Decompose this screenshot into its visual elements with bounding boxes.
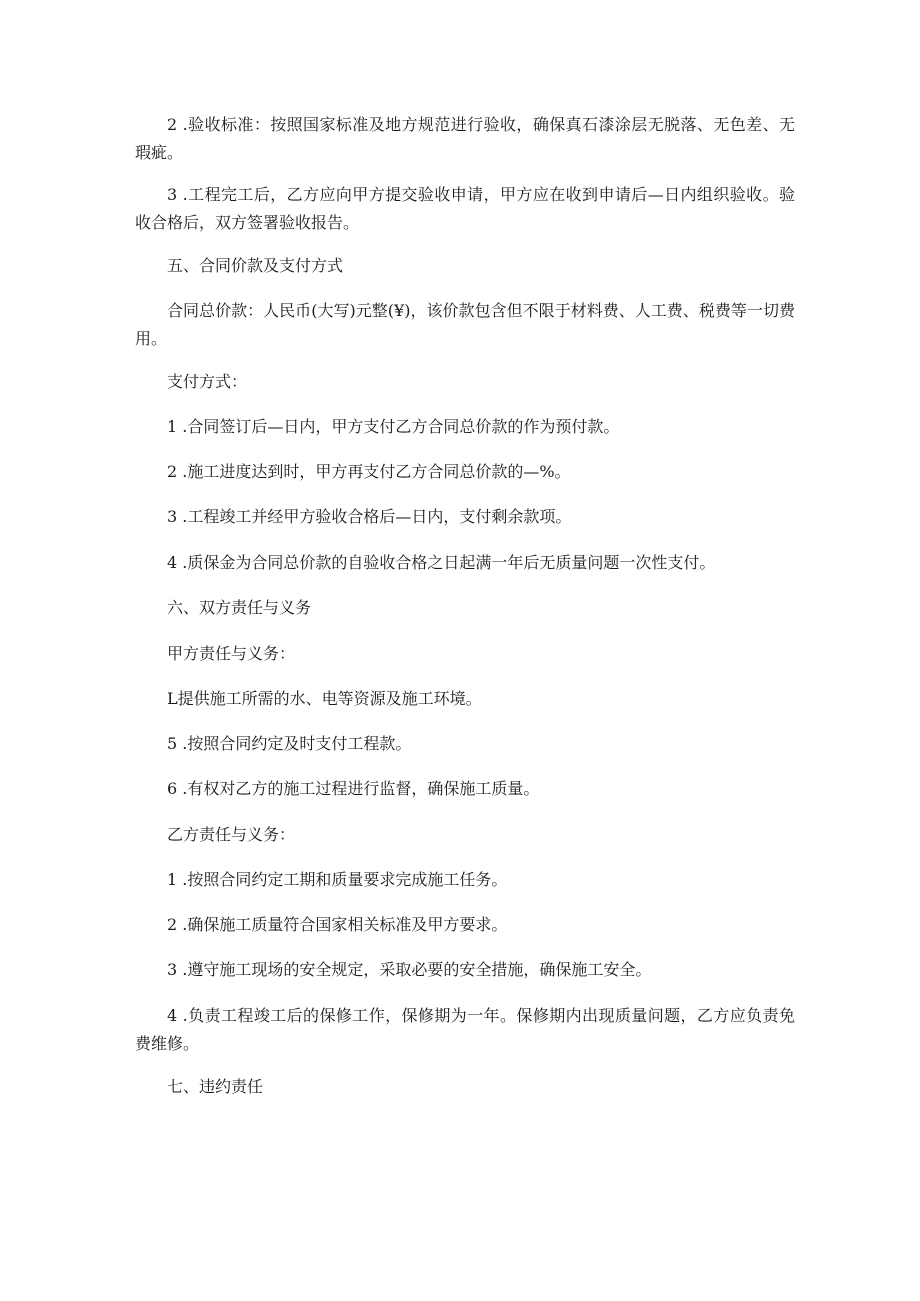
clause-acceptance-standard: 2 .验收标准：按照国家标准及地方规范进行验收，确保真石漆涂层无脱落、无色差、无瑕疵。 [135,115,795,162]
party-a-item-1: L提供施工所需的水、电等资源及施工环境。 [167,689,482,708]
party-a-heading: 甲方责任与义务： [167,644,296,663]
party-a-item-2: 5 .按照合同约定及时支付工程款。 [167,734,412,753]
payment-item-4: 4 .质保金为合同总价款的自验收合格之日起满一年后无质量问题一次性支付。 [167,553,716,572]
clause-acceptance-procedure: 3 .工程完工后，乙方应向甲方提交验收申请，甲方应在收到申请后—日内组织验收。验收合格后，双方签署验收报告。 [135,185,795,232]
section-heading-responsibilities: 六、双方责任与义务 [167,598,312,617]
party-b-item-3: 3 .遵守施工现场的安全规定，采取必要的安全措施，确保施工安全。 [167,960,652,979]
clause-total-price: 合同总价款：人民币(大写)元整(¥)，该价款包含但不限于材料费、人工费、税费等一切费用。 [135,301,795,348]
payment-item-2: 2 .施工进度达到时，甲方再支付乙方合同总价款的—%。 [167,462,571,481]
party-b-item-1: 1 .按照合同约定工期和质量要求完成施工任务。 [167,870,508,889]
party-b-item-4: 4 .负责工程竣工后的保修工作，保修期为一年。保修期内出现质量问题，乙方应负责免费维修。 [135,1006,795,1053]
party-a-item-3: 6 .有权对乙方的施工过程进行监督，确保施工质量。 [167,779,540,798]
payment-method-label: 支付方式： [167,372,248,391]
payment-item-3: 3 .工程竣工并经甲方验收合格后—日内，支付剩余款项。 [167,507,572,526]
section-heading-price-payment: 五、合同价款及支付方式 [167,256,344,275]
section-heading-breach: 七、违约责任 [167,1077,264,1096]
party-b-heading: 乙方责任与义务： [167,825,296,844]
payment-item-1: 1 .合同签订后—日内，甲方支付乙方合同总价款的作为预付款。 [167,417,620,436]
party-b-item-2: 2 .确保施工质量符合国家相关标准及甲方要求。 [167,915,508,934]
